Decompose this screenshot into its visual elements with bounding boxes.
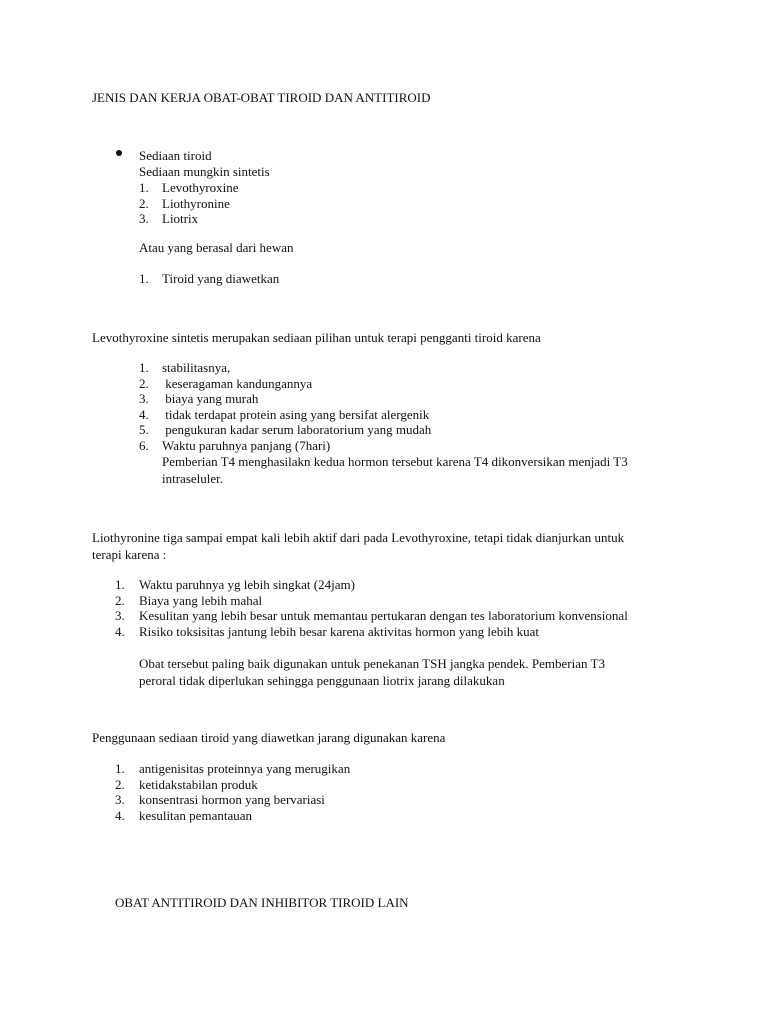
list-item: 2. ketidakstabilan produk: [115, 776, 258, 792]
lio-note: Obat tersebut paling baik digunakan untuk penekanan TSH jangka pendek. Pemberian T3 peroral tidak diperlukan sehingga penggunaan liotrix jarang dilakukan: [139, 656, 605, 688]
list-item: 3. Kesulitan yang lebih besar untuk memantau pertukaran dengan tes laboratorium konvensional: [115, 608, 628, 623]
list-item: 3. konsentrasi hormon yang bervariasi: [115, 792, 325, 807]
animal-label: Atau yang berasal dari hewan: [139, 240, 294, 255]
levo-note: Pemberian T4 menghasilakn kedua hormon tersebut karena T4 dikonversikan menjadi T3 intraseluler.: [162, 454, 628, 486]
lio-intro: Liothyronine tiga sampai empat kali lebih aktif dari pada Levothyroxine, tetapi tidak dianjurkan untuk terapi karena :: [92, 530, 625, 562]
preserved-intro: Penggunaan sediaan tiroid yang diawetkan jarang digunakan karena: [92, 730, 446, 745]
list-item: 5. pengukuran kadar serum laboratorium yang mudah: [139, 422, 432, 437]
list-item: 1. Waktu paruhnya yg lebih singkat (24jam): [115, 577, 355, 592]
list-item: 1. antigenisitas proteinnya yang merugikan: [115, 761, 351, 776]
list-item: 3. biaya yang murah: [139, 391, 259, 406]
list-item: 2. Biaya yang lebih mahal: [115, 592, 263, 608]
list-item: 1. Levothyroxine: [139, 180, 239, 195]
list-item: 6. Waktu paruhnya panjang (7hari): [139, 437, 331, 453]
list-item: 1. Tiroid yang diawetkan: [139, 271, 280, 286]
levo-intro: Levothyroxine sintetis merupakan sediaan pilihan untuk terapi pengganti tiroid karena: [92, 330, 541, 345]
preserved-reasons: [115, 761, 350, 823]
lio-reasons: [115, 577, 628, 639]
page-title: JENIS DAN KERJA OBAT-OBAT TIROID DAN ANTITIROID: [92, 90, 431, 105]
list-item: 1. stabilitasnya,: [139, 360, 231, 375]
synthetic-list: [139, 180, 239, 227]
list-item: 2. keseragaman kandungannya: [139, 375, 313, 391]
animal-list: [139, 271, 279, 287]
list-item: 3. Liotrix: [139, 211, 199, 226]
section-heading: OBAT ANTITIROID DAN INHIBITOR TIROID LAIN: [115, 895, 409, 910]
list-item: 4. kesulitan pemantauan: [115, 807, 252, 823]
levo-reasons: [139, 360, 431, 453]
list-item: 4. Risiko toksisitas jantung lebih besar karena aktivitas hormon yang lebih kuat: [115, 623, 540, 639]
bullet-icon: [116, 150, 122, 156]
bullet-label: Sediaan tiroid: [139, 148, 212, 163]
sub-label: Sediaan mungkin sintetis: [139, 164, 270, 179]
list-item: 2. Liothyronine: [139, 195, 230, 211]
list-item: 4. tidak terdapat protein asing yang bersifat alergenik: [139, 406, 430, 422]
